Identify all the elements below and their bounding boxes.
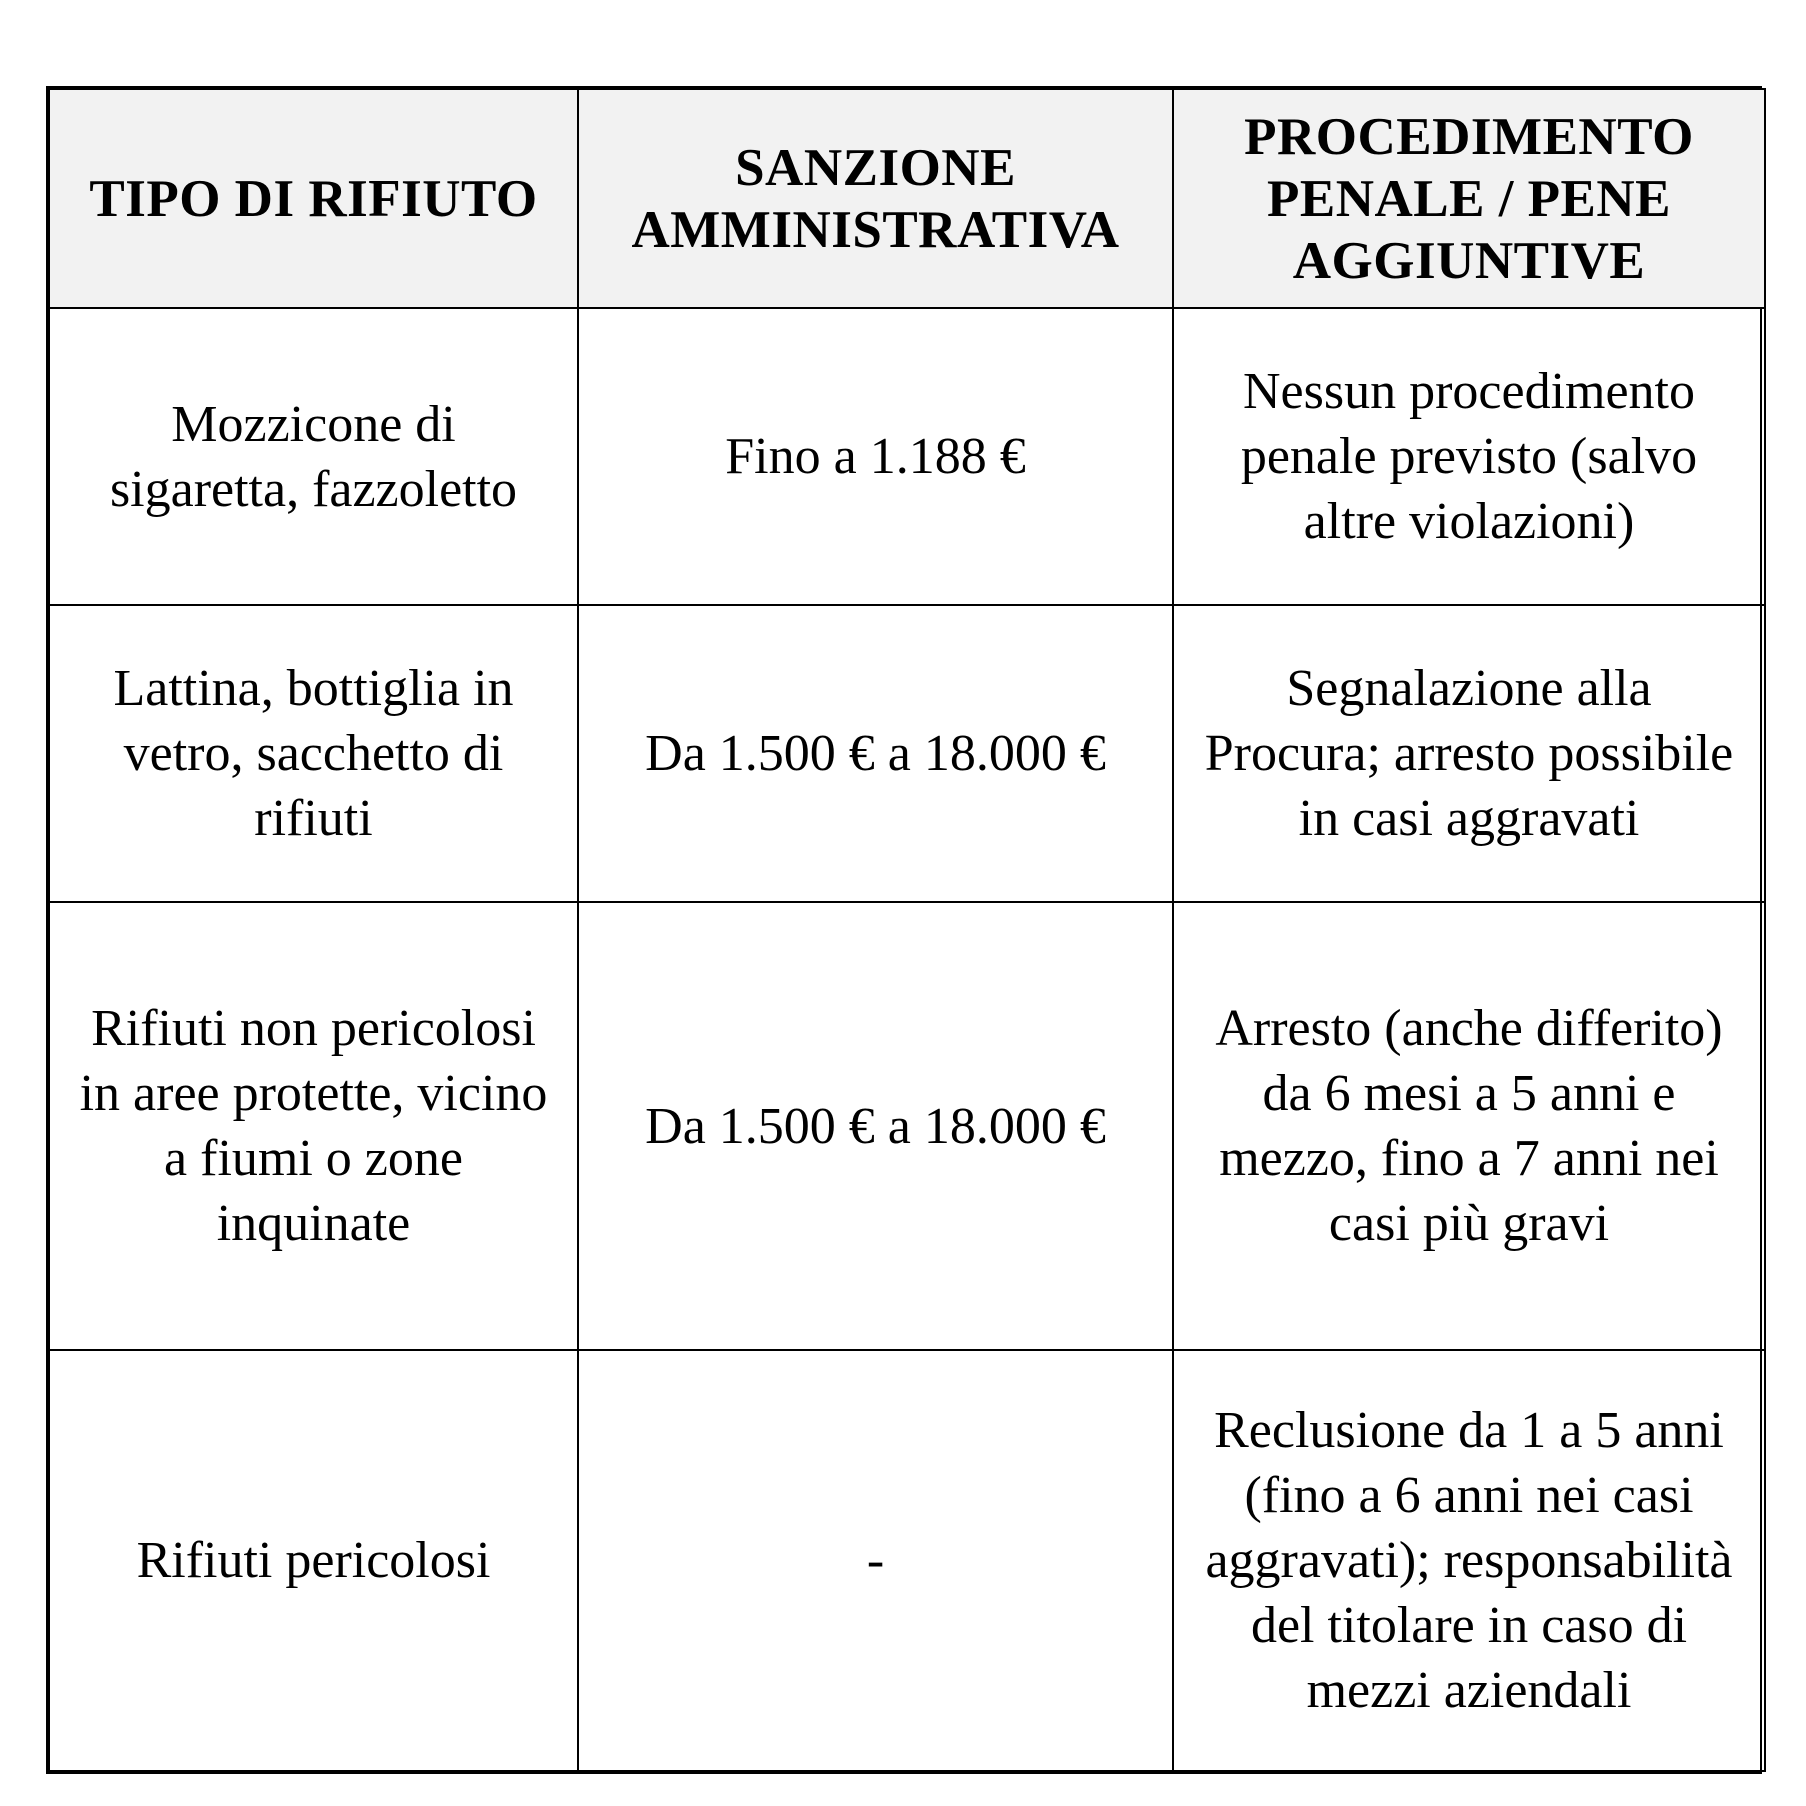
cell-administrative-sanction: Fino a 1.188 € [578,308,1173,605]
cell-criminal-proceedings: Arresto (anche differito) da 6 mesi a 5 anni e mezzo, fino a 7 anni nei casi più gravi [1173,902,1765,1350]
table-row [49,902,1765,1350]
cell-waste-type: Rifiuti non pericolosi in aree protette, vicino a fiumi o zone inquinate [49,902,578,1350]
cell-criminal-proceedings: Reclusione da 1 a 5 anni (fino a 6 anni nei casi aggravati); responsabilità del titolare in caso di mezzi aziendali [1173,1350,1765,1771]
table-row [49,605,1765,902]
header-administrative-sanction: SANZIONE AMMINISTRATIVA [578,89,1173,308]
table-row [49,308,1765,605]
header-criminal-proceedings: PROCEDIMENTO PENALE / PENE AGGIUNTIVE [1173,89,1765,308]
cell-administrative-sanction: Da 1.500 € a 18.000 € [578,902,1173,1350]
cell-waste-type: Rifiuti pericolosi [49,1350,578,1771]
cell-waste-type: Mozzicone di sigaretta, fazzoletto [49,308,578,605]
penalties-table-container [46,86,1762,1774]
cell-waste-type: Lattina, bottiglia in vetro, sacchetto di rifiuti [49,605,578,902]
cell-administrative-sanction: - [578,1350,1173,1771]
table-row [49,1350,1765,1771]
penalties-table [48,88,1766,1772]
cell-criminal-proceedings: Nessun procedimento penale previsto (salvo altre violazioni) [1173,308,1765,605]
header-waste-type: TIPO DI RIFIUTO [49,89,578,308]
cell-criminal-proceedings: Segnalazione alla Procura; arresto possibile in casi aggravati [1173,605,1765,902]
cell-administrative-sanction: Da 1.500 € a 18.000 € [578,605,1173,902]
table-header-row [49,89,1765,308]
